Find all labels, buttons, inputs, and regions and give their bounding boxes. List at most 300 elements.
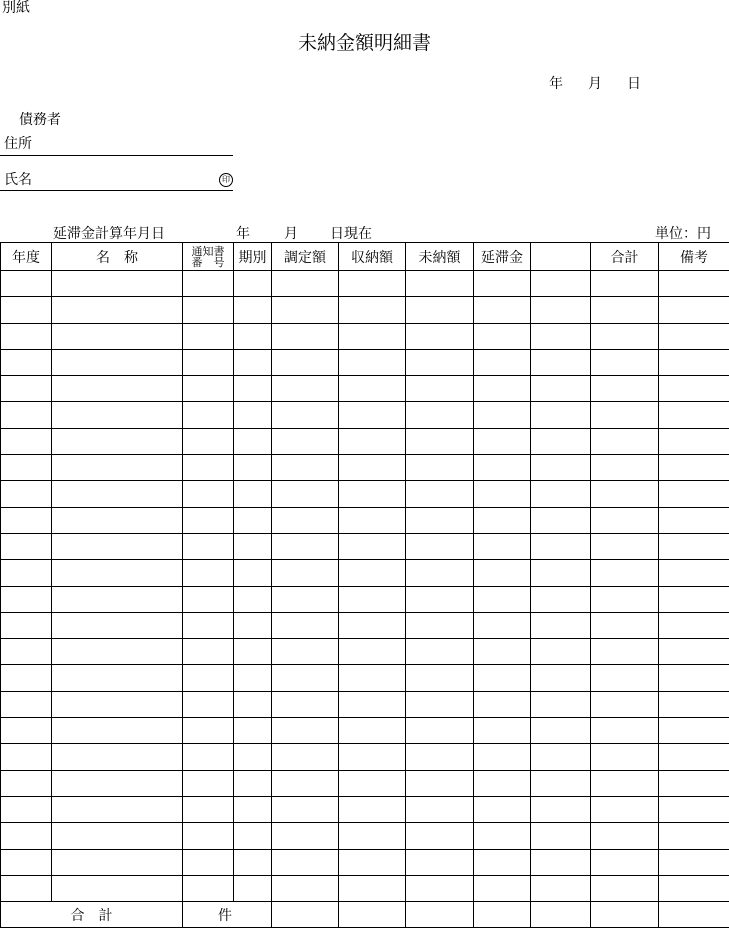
- cell-assessed[interactable]: [272, 455, 339, 481]
- cell-received[interactable]: [339, 612, 406, 638]
- cell-late-fee[interactable]: [474, 455, 531, 481]
- cell-period[interactable]: [234, 297, 272, 323]
- cell-period[interactable]: [234, 507, 272, 533]
- cell-period[interactable]: [234, 271, 272, 297]
- cell-total[interactable]: [591, 639, 659, 665]
- cell-period[interactable]: [234, 875, 272, 901]
- cell-total[interactable]: [591, 297, 659, 323]
- footer-late-fee-cell[interactable]: [474, 902, 531, 928]
- table-row: [1, 560, 729, 586]
- cell-remarks[interactable]: [659, 402, 729, 428]
- cell-unpaid[interactable]: [406, 770, 474, 796]
- cell-remarks[interactable]: [659, 639, 729, 665]
- cell-received[interactable]: [339, 586, 406, 612]
- cell-unpaid[interactable]: [406, 560, 474, 586]
- table-row: [1, 849, 729, 875]
- cell-period[interactable]: [234, 481, 272, 507]
- cell-blank[interactable]: [531, 823, 591, 849]
- cell-name[interactable]: [52, 481, 183, 507]
- table-row: [1, 481, 729, 507]
- cell-period[interactable]: [234, 718, 272, 744]
- cell-total[interactable]: [591, 481, 659, 507]
- cell-remarks[interactable]: [659, 428, 729, 454]
- cell-late-fee[interactable]: [474, 560, 531, 586]
- cell-late-fee[interactable]: [474, 428, 531, 454]
- cell-blank[interactable]: [531, 586, 591, 612]
- cell-notice-number[interactable]: [183, 639, 234, 665]
- name-underline: [0, 190, 233, 191]
- cell-unpaid[interactable]: [406, 612, 474, 638]
- cell-late-fee[interactable]: [474, 533, 531, 559]
- cell-remarks[interactable]: [659, 875, 729, 901]
- cell-assessed[interactable]: [272, 612, 339, 638]
- cell-unpaid[interactable]: [406, 455, 474, 481]
- cell-blank[interactable]: [531, 665, 591, 691]
- cell-total[interactable]: [591, 744, 659, 770]
- cell-notice-number[interactable]: [183, 770, 234, 796]
- cell-blank[interactable]: [531, 455, 591, 481]
- cell-total[interactable]: [591, 849, 659, 875]
- cell-received[interactable]: [339, 796, 406, 822]
- cell-assessed[interactable]: [272, 560, 339, 586]
- cell-name[interactable]: [52, 612, 183, 638]
- cell-total[interactable]: [591, 271, 659, 297]
- cell-unpaid[interactable]: [406, 718, 474, 744]
- cell-notice-number[interactable]: [183, 586, 234, 612]
- cell-late-fee[interactable]: [474, 639, 531, 665]
- cell-received[interactable]: [339, 297, 406, 323]
- cell-notice-number[interactable]: [183, 507, 234, 533]
- cell-name[interactable]: [52, 665, 183, 691]
- cell-received[interactable]: [339, 533, 406, 559]
- footer-remarks-cell[interactable]: [659, 902, 729, 928]
- table-header-row: [1, 243, 729, 271]
- date-year-label: 年: [549, 76, 563, 92]
- cell-blank[interactable]: [531, 349, 591, 375]
- cell-year[interactable]: [1, 639, 52, 665]
- footer-received-cell[interactable]: [339, 902, 406, 928]
- cell-assessed[interactable]: [272, 823, 339, 849]
- cell-total[interactable]: [591, 507, 659, 533]
- cell-assessed[interactable]: [272, 507, 339, 533]
- cell-total[interactable]: [591, 349, 659, 375]
- cell-notice-number[interactable]: [183, 796, 234, 822]
- cell-blank[interactable]: [531, 402, 591, 428]
- cell-unpaid[interactable]: [406, 665, 474, 691]
- cell-assessed[interactable]: [272, 481, 339, 507]
- cell-late-fee[interactable]: [474, 586, 531, 612]
- cell-unpaid[interactable]: [406, 481, 474, 507]
- cell-received[interactable]: [339, 481, 406, 507]
- cell-remarks[interactable]: [659, 586, 729, 612]
- cell-period[interactable]: [234, 796, 272, 822]
- cell-blank[interactable]: [531, 481, 591, 507]
- cell-remarks[interactable]: [659, 770, 729, 796]
- cell-notice-number[interactable]: [183, 376, 234, 402]
- address-label: 住所: [4, 136, 32, 152]
- cell-late-fee[interactable]: [474, 612, 531, 638]
- cell-blank[interactable]: [531, 376, 591, 402]
- cell-remarks[interactable]: [659, 271, 729, 297]
- cell-name[interactable]: [52, 639, 183, 665]
- cell-year[interactable]: [1, 718, 52, 744]
- cell-remarks[interactable]: [659, 297, 729, 323]
- cell-year[interactable]: [1, 271, 52, 297]
- footer-count-cell: 件: [183, 902, 272, 928]
- cell-late-fee[interactable]: [474, 402, 531, 428]
- cell-assessed[interactable]: [272, 428, 339, 454]
- cell-assessed[interactable]: [272, 323, 339, 349]
- cell-period[interactable]: [234, 823, 272, 849]
- cell-blank[interactable]: [531, 875, 591, 901]
- cell-name[interactable]: [52, 349, 183, 375]
- cell-unpaid[interactable]: [406, 691, 474, 717]
- cell-remarks[interactable]: [659, 823, 729, 849]
- cell-assessed[interactable]: [272, 586, 339, 612]
- cell-unpaid[interactable]: [406, 349, 474, 375]
- cell-total[interactable]: [591, 402, 659, 428]
- cell-late-fee[interactable]: [474, 271, 531, 297]
- cell-remarks[interactable]: [659, 481, 729, 507]
- cell-notice-number[interactable]: [183, 849, 234, 875]
- cell-late-fee[interactable]: [474, 718, 531, 744]
- cell-late-fee[interactable]: [474, 297, 531, 323]
- cell-name[interactable]: [52, 875, 183, 901]
- cell-year[interactable]: [1, 770, 52, 796]
- footer-total-cell[interactable]: [591, 902, 659, 928]
- attachment-label: 別紙: [2, 0, 30, 16]
- cell-blank[interactable]: [531, 507, 591, 533]
- cell-blank[interactable]: [531, 533, 591, 559]
- cell-period[interactable]: [234, 612, 272, 638]
- cell-period[interactable]: [234, 770, 272, 796]
- cell-received[interactable]: [339, 744, 406, 770]
- table-row: [1, 875, 729, 901]
- cell-assessed[interactable]: [272, 718, 339, 744]
- cell-name[interactable]: [52, 823, 183, 849]
- cell-assessed[interactable]: [272, 796, 339, 822]
- cell-notice-number[interactable]: [183, 297, 234, 323]
- cell-name[interactable]: [52, 507, 183, 533]
- table-row: [1, 297, 729, 323]
- cell-received[interactable]: [339, 639, 406, 665]
- cell-remarks[interactable]: [659, 560, 729, 586]
- cell-unpaid[interactable]: [406, 875, 474, 901]
- cell-blank[interactable]: [531, 612, 591, 638]
- cell-total[interactable]: [591, 533, 659, 559]
- cell-year[interactable]: [1, 376, 52, 402]
- cell-received[interactable]: [339, 507, 406, 533]
- cell-assessed[interactable]: [272, 639, 339, 665]
- cell-assessed[interactable]: [272, 349, 339, 375]
- cell-total[interactable]: [591, 376, 659, 402]
- footer-assessed-cell[interactable]: [272, 902, 339, 928]
- cell-period[interactable]: [234, 639, 272, 665]
- cell-late-fee[interactable]: [474, 507, 531, 533]
- cell-unpaid[interactable]: [406, 376, 474, 402]
- cell-remarks[interactable]: [659, 612, 729, 638]
- cell-received[interactable]: [339, 718, 406, 744]
- cell-unpaid[interactable]: [406, 297, 474, 323]
- cell-name[interactable]: [52, 849, 183, 875]
- cell-late-fee[interactable]: [474, 376, 531, 402]
- cell-notice-number[interactable]: [183, 823, 234, 849]
- cell-year[interactable]: [1, 481, 52, 507]
- cell-received[interactable]: [339, 376, 406, 402]
- cell-blank[interactable]: [531, 297, 591, 323]
- cell-year[interactable]: [1, 297, 52, 323]
- cell-assessed[interactable]: [272, 691, 339, 717]
- cell-unpaid[interactable]: [406, 823, 474, 849]
- cell-late-fee[interactable]: [474, 823, 531, 849]
- cell-notice-number[interactable]: [183, 271, 234, 297]
- header-period: 期別: [234, 243, 272, 271]
- cell-year[interactable]: [1, 349, 52, 375]
- cell-total[interactable]: [591, 665, 659, 691]
- date-month-label: 月: [588, 76, 602, 92]
- cell-name[interactable]: [52, 560, 183, 586]
- cell-assessed[interactable]: [272, 271, 339, 297]
- cell-notice-number[interactable]: [183, 323, 234, 349]
- cell-notice-number[interactable]: [183, 349, 234, 375]
- cell-assessed[interactable]: [272, 849, 339, 875]
- cell-total[interactable]: [591, 612, 659, 638]
- cell-period[interactable]: [234, 533, 272, 559]
- cell-late-fee[interactable]: [474, 665, 531, 691]
- cell-year[interactable]: [1, 402, 52, 428]
- cell-name[interactable]: [52, 376, 183, 402]
- cell-period[interactable]: [234, 691, 272, 717]
- cell-period[interactable]: [234, 402, 272, 428]
- cell-name[interactable]: [52, 455, 183, 481]
- cell-year[interactable]: [1, 455, 52, 481]
- cell-blank[interactable]: [531, 323, 591, 349]
- cell-notice-number[interactable]: [183, 402, 234, 428]
- header-assessed: 調定額: [272, 243, 339, 271]
- cell-late-fee[interactable]: [474, 481, 531, 507]
- cell-blank[interactable]: [531, 744, 591, 770]
- cell-remarks[interactable]: [659, 718, 729, 744]
- cell-assessed[interactable]: [272, 665, 339, 691]
- cell-assessed[interactable]: [272, 770, 339, 796]
- header-name: 名 称: [52, 243, 183, 271]
- cell-year[interactable]: [1, 823, 52, 849]
- cell-remarks[interactable]: [659, 349, 729, 375]
- table-footer-row: [1, 902, 729, 928]
- calc-year-label: 年: [236, 226, 250, 242]
- cell-name[interactable]: [52, 323, 183, 349]
- cell-received[interactable]: [339, 875, 406, 901]
- cell-received[interactable]: [339, 323, 406, 349]
- cell-year[interactable]: [1, 665, 52, 691]
- cell-remarks[interactable]: [659, 455, 729, 481]
- cell-year[interactable]: [1, 796, 52, 822]
- cell-received[interactable]: [339, 770, 406, 796]
- cell-remarks[interactable]: [659, 376, 729, 402]
- cell-assessed[interactable]: [272, 402, 339, 428]
- cell-late-fee[interactable]: [474, 875, 531, 901]
- cell-year[interactable]: [1, 507, 52, 533]
- cell-notice-number[interactable]: [183, 428, 234, 454]
- cell-unpaid[interactable]: [406, 849, 474, 875]
- cell-unpaid[interactable]: [406, 402, 474, 428]
- cell-unpaid[interactable]: [406, 586, 474, 612]
- cell-notice-number[interactable]: [183, 612, 234, 638]
- cell-unpaid[interactable]: [406, 796, 474, 822]
- header-remarks: 備考: [659, 243, 729, 271]
- cell-late-fee[interactable]: [474, 744, 531, 770]
- cell-year[interactable]: [1, 323, 52, 349]
- unit-label: 単位：円: [655, 226, 711, 242]
- cell-total[interactable]: [591, 770, 659, 796]
- cell-period[interactable]: [234, 849, 272, 875]
- cell-total[interactable]: [591, 875, 659, 901]
- cell-notice-number[interactable]: [183, 665, 234, 691]
- cell-name[interactable]: [52, 718, 183, 744]
- table-row: [1, 744, 729, 770]
- cell-unpaid[interactable]: [406, 271, 474, 297]
- cell-blank[interactable]: [531, 770, 591, 796]
- cell-remarks[interactable]: [659, 665, 729, 691]
- cell-name[interactable]: [52, 533, 183, 559]
- cell-name[interactable]: [52, 271, 183, 297]
- cell-blank[interactable]: [531, 428, 591, 454]
- cell-period[interactable]: [234, 323, 272, 349]
- cell-received[interactable]: [339, 560, 406, 586]
- cell-unpaid[interactable]: [406, 428, 474, 454]
- cell-received[interactable]: [339, 849, 406, 875]
- cell-blank[interactable]: [531, 849, 591, 875]
- header-received: 収納額: [339, 243, 406, 271]
- cell-remarks[interactable]: [659, 744, 729, 770]
- cell-late-fee[interactable]: [474, 770, 531, 796]
- cell-late-fee[interactable]: [474, 849, 531, 875]
- cell-name[interactable]: [52, 691, 183, 717]
- cell-notice-number[interactable]: [183, 481, 234, 507]
- cell-notice-number[interactable]: [183, 533, 234, 559]
- cell-assessed[interactable]: [272, 297, 339, 323]
- cell-year[interactable]: [1, 586, 52, 612]
- cell-year[interactable]: [1, 612, 52, 638]
- cell-remarks[interactable]: [659, 323, 729, 349]
- table-row: [1, 507, 729, 533]
- cell-assessed[interactable]: [272, 744, 339, 770]
- cell-received[interactable]: [339, 428, 406, 454]
- cell-remarks[interactable]: [659, 507, 729, 533]
- table-row: [1, 533, 729, 559]
- cell-blank[interactable]: [531, 639, 591, 665]
- footer-unpaid-cell[interactable]: [406, 902, 474, 928]
- cell-unpaid[interactable]: [406, 639, 474, 665]
- cell-blank[interactable]: [531, 560, 591, 586]
- cell-year[interactable]: [1, 875, 52, 901]
- cell-period[interactable]: [234, 665, 272, 691]
- cell-blank[interactable]: [531, 796, 591, 822]
- cell-total[interactable]: [591, 560, 659, 586]
- cell-year[interactable]: [1, 428, 52, 454]
- cell-period[interactable]: [234, 428, 272, 454]
- cell-total[interactable]: [591, 718, 659, 744]
- cell-received[interactable]: [339, 349, 406, 375]
- cell-total[interactable]: [591, 823, 659, 849]
- cell-total[interactable]: [591, 455, 659, 481]
- cell-year[interactable]: [1, 691, 52, 717]
- cell-period[interactable]: [234, 560, 272, 586]
- cell-notice-number[interactable]: [183, 691, 234, 717]
- cell-late-fee[interactable]: [474, 691, 531, 717]
- cell-assessed[interactable]: [272, 875, 339, 901]
- cell-late-fee[interactable]: [474, 349, 531, 375]
- cell-year[interactable]: [1, 744, 52, 770]
- cell-name[interactable]: [52, 796, 183, 822]
- cell-received[interactable]: [339, 271, 406, 297]
- cell-name[interactable]: [52, 586, 183, 612]
- cell-remarks[interactable]: [659, 849, 729, 875]
- cell-year[interactable]: [1, 533, 52, 559]
- cell-remarks[interactable]: [659, 691, 729, 717]
- cell-name[interactable]: [52, 297, 183, 323]
- cell-name[interactable]: [52, 744, 183, 770]
- table-row: [1, 455, 729, 481]
- cell-received[interactable]: [339, 455, 406, 481]
- cell-unpaid[interactable]: [406, 533, 474, 559]
- cell-remarks[interactable]: [659, 533, 729, 559]
- cell-name[interactable]: [52, 402, 183, 428]
- cell-period[interactable]: [234, 586, 272, 612]
- cell-blank[interactable]: [531, 718, 591, 744]
- cell-late-fee[interactable]: [474, 796, 531, 822]
- cell-assessed[interactable]: [272, 533, 339, 559]
- cell-name[interactable]: [52, 428, 183, 454]
- cell-notice-number[interactable]: [183, 744, 234, 770]
- cell-unpaid[interactable]: [406, 744, 474, 770]
- cell-received[interactable]: [339, 691, 406, 717]
- cell-total[interactable]: [591, 428, 659, 454]
- cell-year[interactable]: [1, 560, 52, 586]
- header-unpaid: 未納額: [406, 243, 474, 271]
- cell-name[interactable]: [52, 770, 183, 796]
- cell-total[interactable]: [591, 586, 659, 612]
- cell-notice-number[interactable]: [183, 455, 234, 481]
- cell-period[interactable]: [234, 349, 272, 375]
- table-row: [1, 586, 729, 612]
- cell-received[interactable]: [339, 823, 406, 849]
- cell-total[interactable]: [591, 796, 659, 822]
- cell-year[interactable]: [1, 849, 52, 875]
- cell-period[interactable]: [234, 744, 272, 770]
- cell-notice-number[interactable]: [183, 718, 234, 744]
- cell-period[interactable]: [234, 376, 272, 402]
- cell-blank[interactable]: [531, 271, 591, 297]
- cell-notice-number[interactable]: [183, 875, 234, 901]
- cell-total[interactable]: [591, 691, 659, 717]
- cell-period[interactable]: [234, 455, 272, 481]
- cell-blank[interactable]: [531, 691, 591, 717]
- cell-notice-number[interactable]: [183, 560, 234, 586]
- cell-received[interactable]: [339, 402, 406, 428]
- page-title: 未納金額明細書: [298, 32, 432, 54]
- cell-unpaid[interactable]: [406, 323, 474, 349]
- cell-remarks[interactable]: [659, 796, 729, 822]
- cell-received[interactable]: [339, 665, 406, 691]
- footer-blank-cell[interactable]: [531, 902, 591, 928]
- header-notice-top: 通知書: [191, 244, 225, 258]
- cell-assessed[interactable]: [272, 376, 339, 402]
- cell-unpaid[interactable]: [406, 507, 474, 533]
- cell-total[interactable]: [591, 323, 659, 349]
- calc-day-suffix: 日現在: [330, 226, 372, 242]
- cell-late-fee[interactable]: [474, 323, 531, 349]
